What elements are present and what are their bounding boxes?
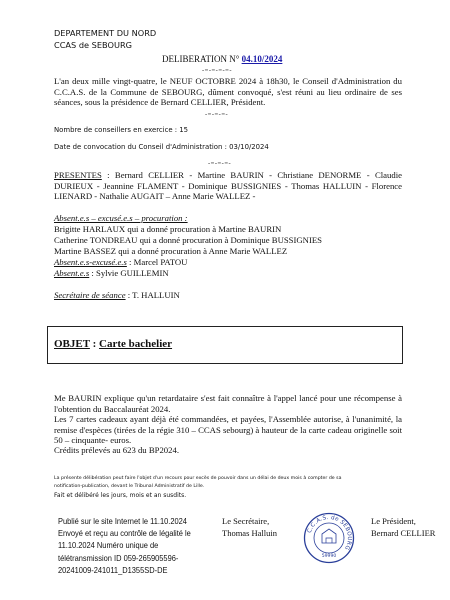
excuses-line [54, 257, 187, 267]
excuses-label: Absent.e.s-excusé.e.s [54, 257, 127, 267]
body-paragraph-2: Les 7 cartes cadeaux ayant déjà été commandées, et payées, l'Assemblée autorise, à l'unanimité, la remise d'espèces (tirées de la régie 310 – CCAS sebourg) à hauteur de la carte cadeau originelle soit 50 – cinquante- euros. [54, 414, 402, 445]
body-paragraph-3: Crédits prélevés au 623 du BP2024. [54, 445, 179, 455]
intro-paragraph: L'an deux mille vingt-quatre, le NEUF OCTOBRE 2024 à 18h30, le Conseil d'Administration du C.C.A.S. de la Commune de SEBOURG, dûment convoqué, s'est réuni au lieu ordinaire de ses séances, sous la présidence de Bernard CELLIER, Président. [54, 76, 402, 107]
separator-2: -=-=-=- [205, 111, 229, 118]
secretary-label: Secrétaire de séance [54, 290, 126, 300]
body-paragraph-1: Me BAURIN explique qu'un retardataire s'est fait connaître à l'appel lancé pour une récompense à l'obtention du Baccalauréat 2024. [54, 393, 402, 414]
secretary-signature-block [222, 515, 277, 539]
legal-line-2: notification-publication, devant le Tribunal Administratif de Lille. [54, 484, 205, 489]
objet-label: OBJET [54, 338, 90, 350]
publication-line: télétransmission ID 059-265905596- [58, 552, 179, 563]
presentes-label: PRESENTES [54, 170, 102, 180]
ccas-label: CCAS de SEBOURG [54, 40, 132, 50]
presentes-names: : Bernard CELLIER - Martine BAURIN - Christiane DENORME - Claudie DURIEUX - Jeannine FLAMENT - Dominique BUSSIGNIES - Thomas HALLUIN - Florence LIENARD - Nathalie AUGAIT – Anne Marie WALLEZ - [54, 170, 402, 201]
procuration-1: Brigitte HARLAUX qui a donné procuration à Martine BAURIN [54, 224, 282, 234]
deliberation-prefix: DELIBERATION N° [162, 54, 240, 64]
procuration-2: Catherine TONDREAU qui a donné procuration à Dominique BUSSIGNIES [54, 235, 322, 245]
deliberation-number: 04.10/2024 [241, 54, 283, 64]
excuses-value: : Marcel PATOU [126, 257, 188, 267]
separator-3: -=-=-=- [208, 160, 232, 167]
secretary-title: Le Secrétaire, [222, 516, 270, 526]
svg-text:C.C.A.S. de SEBOURG: C.C.A.S. de SEBOURG [306, 514, 353, 551]
president-title: Le Président, [371, 516, 416, 526]
objet-value: Carte bachelier [99, 338, 173, 350]
convocation-date: Date de convocation du Conseil d'Administration : 03/10/2024 [54, 143, 269, 151]
deliberation-title [162, 54, 282, 64]
secretary-name: Thomas Halluin [222, 528, 278, 538]
legal-line-1: La présente délibération peut faire l'objet d'un recours pour excès de pouvoir dans un délai de deux mois à compter de sa [54, 476, 342, 481]
publication-line: Publié sur le site Internet le 11.10.2024 [58, 516, 187, 526]
publication-block [58, 515, 191, 576]
procuration-label: Absent.e.s – excusé.e.s – procuration : [54, 213, 188, 223]
secretary-line [54, 290, 180, 300]
legal-line-3: Fait et délibéré les jours, mois et an susdits. [54, 492, 187, 499]
publication-line: Envoyé et reçu au contrôle de légalité le [58, 528, 191, 539]
absents-value: : Sylvie GUILLEMIN [89, 268, 169, 278]
secretary-value: : T. HALLUIN [125, 290, 180, 300]
objet-colon: : [89, 338, 100, 350]
publication-line: 20241009-241011_D1355SD-DE [58, 564, 168, 575]
president-name: Bernard CELLIER [371, 528, 436, 538]
members-count: Nombre de conseillers en exercice : 15 [54, 126, 189, 134]
department-label: DEPARTEMENT DU NORD [54, 28, 157, 38]
objet-line [54, 338, 172, 350]
absents-label: Absent.e.s [54, 268, 90, 278]
presentes-paragraph [54, 170, 402, 202]
svg-text:59990: 59990 [321, 554, 337, 559]
publication-line: 11.10.2024 Numéro unique de [58, 540, 159, 551]
separator-1: -=-=-=-=- [202, 67, 232, 74]
absents-line [54, 268, 169, 278]
ccas-seal-stamp [303, 512, 355, 564]
procuration-3: Martine BASSEZ qui a donné procuration à Anne Marie WALLEZ [54, 246, 288, 256]
president-signature-block [371, 515, 435, 539]
